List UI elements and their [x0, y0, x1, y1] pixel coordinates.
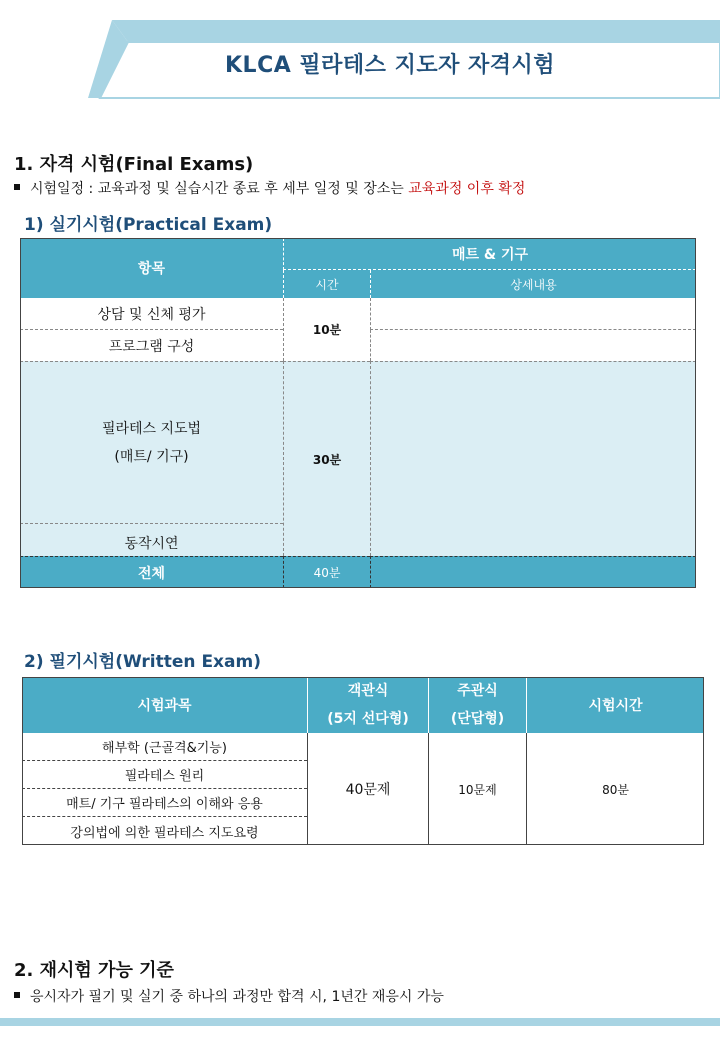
- row-program: 프로그램 구성: [20, 330, 283, 361]
- total-detail: [370, 556, 696, 588]
- row-demo: 동작시연: [20, 524, 283, 556]
- row-method: [20, 361, 283, 524]
- detail-method: [370, 361, 696, 556]
- col-subject-header: 시험과목: [22, 677, 307, 733]
- subjective-line2: (단답형): [450, 711, 505, 727]
- total-label: 전체: [20, 556, 283, 588]
- row-consult: 상담 및 신체 평가: [20, 298, 283, 330]
- footer-bar: [0, 1018, 720, 1026]
- subjective-line1: 주관식: [457, 683, 498, 699]
- practical-heading: 1) 실기시험(Practical Exam): [24, 215, 273, 235]
- bullet-icon: [14, 184, 20, 190]
- col-subjective-header: [428, 677, 526, 733]
- col-detail-header: 상세내용: [370, 270, 696, 298]
- written-heading: 2) 필기시험(Written Exam): [24, 652, 261, 672]
- detail-consult: [370, 298, 696, 330]
- time-10: 10분: [283, 298, 370, 361]
- col-time-header-written: 시험시간: [526, 677, 704, 733]
- exam-time: 80분: [526, 733, 704, 845]
- detail-program: [370, 330, 696, 361]
- col-time-header: 시간: [283, 270, 370, 298]
- time-30: 30분: [283, 361, 370, 556]
- objective-line1: 객관식: [347, 683, 389, 699]
- schedule-bullet: [14, 178, 525, 198]
- total-time: 40분: [283, 556, 370, 588]
- page-title: KLCA 필라테스 지도자 자격시험: [225, 53, 555, 78]
- section2-heading: 2. 재시험 가능 기준: [14, 960, 174, 981]
- objective-count: 40문제: [307, 733, 428, 845]
- schedule-highlight: 교육과정 이후 확정: [408, 181, 526, 197]
- col-group-header: 매트 & 기구: [283, 238, 696, 270]
- col-objective-header: [307, 677, 428, 733]
- retake-bullet: [14, 986, 444, 1006]
- schedule-text: 시험일정 : 교육과정 및 실습시간 종료 후 세부 일정 및 장소는: [30, 181, 409, 197]
- subject-row: 해부학 (근골격&기능): [22, 733, 307, 761]
- section1-heading: 1. 자격 시험(Final Exams): [14, 154, 254, 175]
- col-item-header: 항목: [20, 238, 283, 298]
- practical-table: [20, 238, 696, 588]
- written-table: [22, 677, 704, 845]
- bullet-icon: [14, 992, 20, 998]
- subject-row: 필라테스 원리: [22, 761, 307, 789]
- subjective-count: 10문제: [428, 733, 526, 845]
- subject-row: 강의법에 의한 필라테스 지도요령: [22, 817, 307, 845]
- objective-line2: (5지 선다형): [327, 711, 409, 727]
- method-line2: (매트/ 기구): [114, 448, 189, 465]
- method-line1: 필라테스 지도법: [101, 420, 202, 437]
- retake-text: 응시자가 필기 및 실기 중 하나의 과정만 합격 시, 1년간 재응시 가능: [30, 989, 444, 1005]
- subject-row: 매트/ 기구 필라테스의 이해와 응용: [22, 789, 307, 817]
